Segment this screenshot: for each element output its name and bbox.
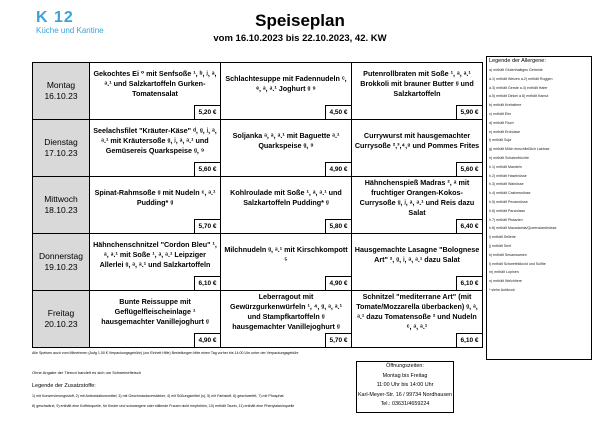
meal-cell: [221, 234, 352, 291]
day-date: 19.10.23: [44, 262, 78, 272]
meal-cell: [90, 291, 221, 348]
meal-price: 6,10 €: [456, 276, 482, 290]
allergen-item: h.3) enthält Walnüsse: [489, 182, 524, 187]
meal-price: 5,90 €: [456, 105, 482, 119]
allergen-item: d) enthält Fisch: [489, 120, 514, 125]
meal-description: Hähnchenspieß Madras ², ᵃ mit fruchtiger Orangen-Kokos-Currysoße ᵍ, ʲ, ᵃ, ᵃ.¹ und Reis dazu Salat: [359, 178, 475, 217]
meal-cell: [221, 177, 352, 234]
allergen-item: a) enthält Glutenhaltiges Getreide: [489, 68, 543, 72]
menu-table: [32, 62, 483, 348]
allergen-legend-title: Legende der Allergene:: [489, 58, 546, 64]
additives-legend-title: Legende der Zusatzstoffe:: [32, 383, 96, 389]
footnote-takeaway: Alle Speisen auch vom Mitnehmen (Aufg 1,00 € Verpackungsgebühr) (zur Einheit Hilfe) Bestellungen bitte einen Tag vorher bis 14:00 Uhr unter der Verpackungsgebühr: [32, 351, 299, 355]
meal-cell: [221, 120, 352, 177]
meal-price: 5,70 €: [325, 333, 351, 347]
logo-subtitle: Küche und Kantine: [36, 26, 104, 35]
day-cell: [33, 120, 90, 177]
meal-description: Spinat-Rahmsoße ᵍ mit Nudeln ᶜ, ᵃ.¹ Pudding* ᵍ: [94, 188, 216, 207]
meal-description: Seelachsfilet "Kräuter-Käse" ᵈ, ᵍ, ʲ, ᵃ, ᵃ.¹ mit Kräutersoße ᵍ, ʲ, ᵃ, ᵃ.¹ und Gemüsereis Quarkspeise ᵍ, ⁹: [93, 126, 217, 155]
allergen-legend: [486, 56, 592, 360]
day-date: 20.10.23: [44, 319, 78, 329]
meal-cell: [221, 63, 352, 120]
meal-description: Soljanka ᵃ, ᵃ, ᵃ.¹ mit Baguette ᵃ.¹ Quarkspeise ᵍ, ⁹: [232, 131, 340, 150]
meal-price: 4,90 €: [325, 276, 351, 290]
meal-description: Leberragout mit Gewürzgurkenwürfeln ¹, ⁴, ᵍ, ᵃ, ᵃ.¹ und Stampfkartoffeln ᵍ hausgemachter Vanillejoghurt ᵍ: [229, 292, 343, 331]
allergen-item: h.4) enthält Cashewnüsse: [489, 191, 531, 196]
allergen-item: m) enthält Lupinen: [489, 270, 519, 275]
allergen-item: a.5) enthält Dinkel a.6) enthält Kamut: [489, 94, 549, 99]
meal-price: 5,60 €: [456, 162, 482, 176]
meal-description: Currywurst mit hausgemachter Currysoße ²,³,⁴,⁸ und Pommes Frites: [354, 131, 480, 150]
allergen-item: a.1) enthält Weizen a.2) enthält Roggen: [489, 76, 553, 81]
meal-price: 4,50 €: [325, 105, 351, 119]
meal-cell: [352, 63, 483, 120]
day-name: Freitag: [47, 308, 75, 318]
page-subtitle: vom 16.10.2023 bis 22.10.2023, 42. KW: [213, 33, 387, 44]
day-row: [33, 234, 483, 291]
opening-hours-days: Montag bis Freitag: [382, 372, 428, 379]
allergen-item: f) enthält Soja: [489, 138, 512, 143]
day-row: [33, 63, 483, 120]
meal-price: 4,90 €: [194, 333, 220, 347]
allergen-item: n) enthält Weichtiere: [489, 279, 522, 284]
day-name: Montag: [46, 80, 76, 90]
allergen-item: * siehe Aufdruck: [489, 287, 515, 292]
meal-description: Schlachtesuppe mit Fadennudeln ᶜ, ᵉ, ᵃ, ᵃ.¹ Joghurt ᵍ ⁹: [225, 74, 347, 93]
additives-legend-line: 1) mit Konservierungsstoff, 2) mit Antioxidationsmittel, 3) mit Geschmacksverstärker, 4) mit Süßungsmittel (s), 5) mit Farbstoff, 6) geschwefelt, 7) mit Phosphat: [32, 394, 284, 398]
meal-description: Gekochtes Ei ⁰ mit Senfsoße ¹, ᵇ, ʲ, ᵃ, ᵃ.¹ und Salzkartoffeln Gurken-Tomatensalat: [93, 69, 217, 98]
opening-hours-box: [356, 361, 454, 413]
allergen-item: h.8) enthält Macadamia/Queenslandnüsse: [489, 226, 557, 231]
meal-price: 6,10 €: [456, 333, 482, 347]
meal-cell: [352, 177, 483, 234]
allergen-item: h.5) enthält Pecannüsse: [489, 199, 528, 204]
allergen-item: l) enthält Schwefeldioxid und Sulfite: [489, 261, 546, 266]
day-row: [33, 120, 483, 177]
footnote-meat: Ohne Angabe der Tiernot handelt es sich um Schweinefleisch: [32, 370, 141, 375]
meal-description: Kohlroulade mit Soße ¹, ᵃ, ᵃ.¹ und Salzkartoffeln Pudding* ᵍ: [230, 188, 342, 207]
day-cell: [33, 63, 90, 120]
meal-description: Bunte Reissuppe mit Geflügelfleischeinlage ¹ hausgemachter Vanillejoghurt ᵍ: [101, 297, 209, 326]
meal-price: 5,80 €: [325, 219, 351, 233]
meal-price: 6,10 €: [194, 276, 220, 290]
day-name: Donnerstag: [39, 251, 83, 261]
meal-description: Hähnchenschnitzel "Cordon Bleu" ¹, ᵃ, ᵃ.¹ mit Soße ¹, ᵃ, ᵃ.¹ Leipziger Allerlei ᵍ, ᵃ, ᵃ.¹ und Salzkartoffeln: [93, 240, 217, 269]
meal-price: 5,70 €: [194, 219, 220, 233]
allergen-item: j) enthält Senf: [489, 243, 512, 248]
allergen-item: a.3) enthält Gerste a.4) enthält Hafer: [489, 85, 548, 90]
allergen-item: h.2) enthält Haselnüsse: [489, 173, 527, 178]
day-cell: [33, 234, 90, 291]
phone: Tel.: 03631/4659224: [380, 401, 430, 408]
opening-hours-time: 11:00 Uhr bis 14:00 Uhr: [376, 382, 434, 389]
meal-cell: [352, 234, 483, 291]
meal-cell: [221, 291, 352, 348]
meal-cell: [352, 291, 483, 348]
meal-cell: [90, 234, 221, 291]
meal-cell: [90, 177, 221, 234]
allergen-item: h.6) enthält Paranüsse: [489, 208, 526, 213]
meal-price: 5,20 €: [194, 105, 220, 119]
meal-price: 6,40 €: [456, 219, 482, 233]
meal-description: Schnitzel "mediterrane Art" (mit Tomate/Mozzarella überbacken) ᵍ, ᵃ, ᵃ.¹ dazu Tomatensoße ² und Nudeln ᶜ, ᵃ, ᵃ.¹: [356, 292, 478, 331]
meal-price: 5,60 €: [194, 162, 220, 176]
meal-description: Putenrollbraten mit Soße ¹, ᵃ, ᵃ.¹ Brokkoli mit brauner Butter ᵍ und Salzkartoffeln: [360, 69, 474, 98]
day-date: 17.10.23: [44, 148, 78, 158]
allergen-item: h.1) enthält Mandeln: [489, 164, 522, 169]
meal-description: Hausgemachte Lasagne "Bolognese Art" ², ᵍ, ʲ, ᵃ, ᵃ.¹ dazu Salat: [354, 245, 480, 264]
address: Karl-Meyer-Str. 16 / 99734 Nordhausen: [357, 391, 453, 398]
allergen-item: k) enthält Sesamsamen: [489, 252, 527, 257]
meal-price: 4,90 €: [325, 162, 351, 176]
logo-brand: K 12: [36, 9, 74, 26]
allergen-item: g) enthält Milch einschließlich Laktose: [489, 147, 550, 152]
day-name: Mittwoch: [44, 194, 78, 204]
day-row: [33, 291, 483, 348]
meal-cell: [90, 63, 221, 120]
allergen-item: b) enthält Krebstiere: [489, 103, 522, 108]
allergen-item: h) enthält Schalenfrüchte: [489, 155, 529, 160]
additives-legend-line: 8) geschwärzt, 9) enthält eine Koffeinquelle, für Kinder und schwangere oder stillende Frauen nicht empfohlen, 10) enthält Taurin, 11) enthält eine Phenylalaninquelle: [32, 404, 295, 408]
day-row: [33, 177, 483, 234]
day-date: 16.10.23: [44, 91, 78, 101]
logo: [36, 10, 131, 35]
opening-hours-title: Öffnungszeiten:: [386, 363, 424, 369]
allergen-item: i) enthält Sellerie: [489, 235, 516, 240]
allergen-item: c) enthält Eier: [489, 111, 512, 116]
day-name: Dienstag: [44, 137, 78, 147]
page-title: Speiseplan: [255, 11, 345, 30]
day-cell: [33, 291, 90, 348]
meal-description: Milchnudeln ᵍ, ᵃ.¹ mit Kirschkompott ⁵: [224, 245, 348, 264]
meal-cell: [352, 120, 483, 177]
meal-cell: [90, 120, 221, 177]
allergen-item: h.7) enthält Pistazien: [489, 217, 523, 222]
allergen-item: e) enthält Erdnüsse: [489, 129, 521, 134]
day-cell: [33, 177, 90, 234]
day-date: 18.10.23: [44, 205, 78, 215]
